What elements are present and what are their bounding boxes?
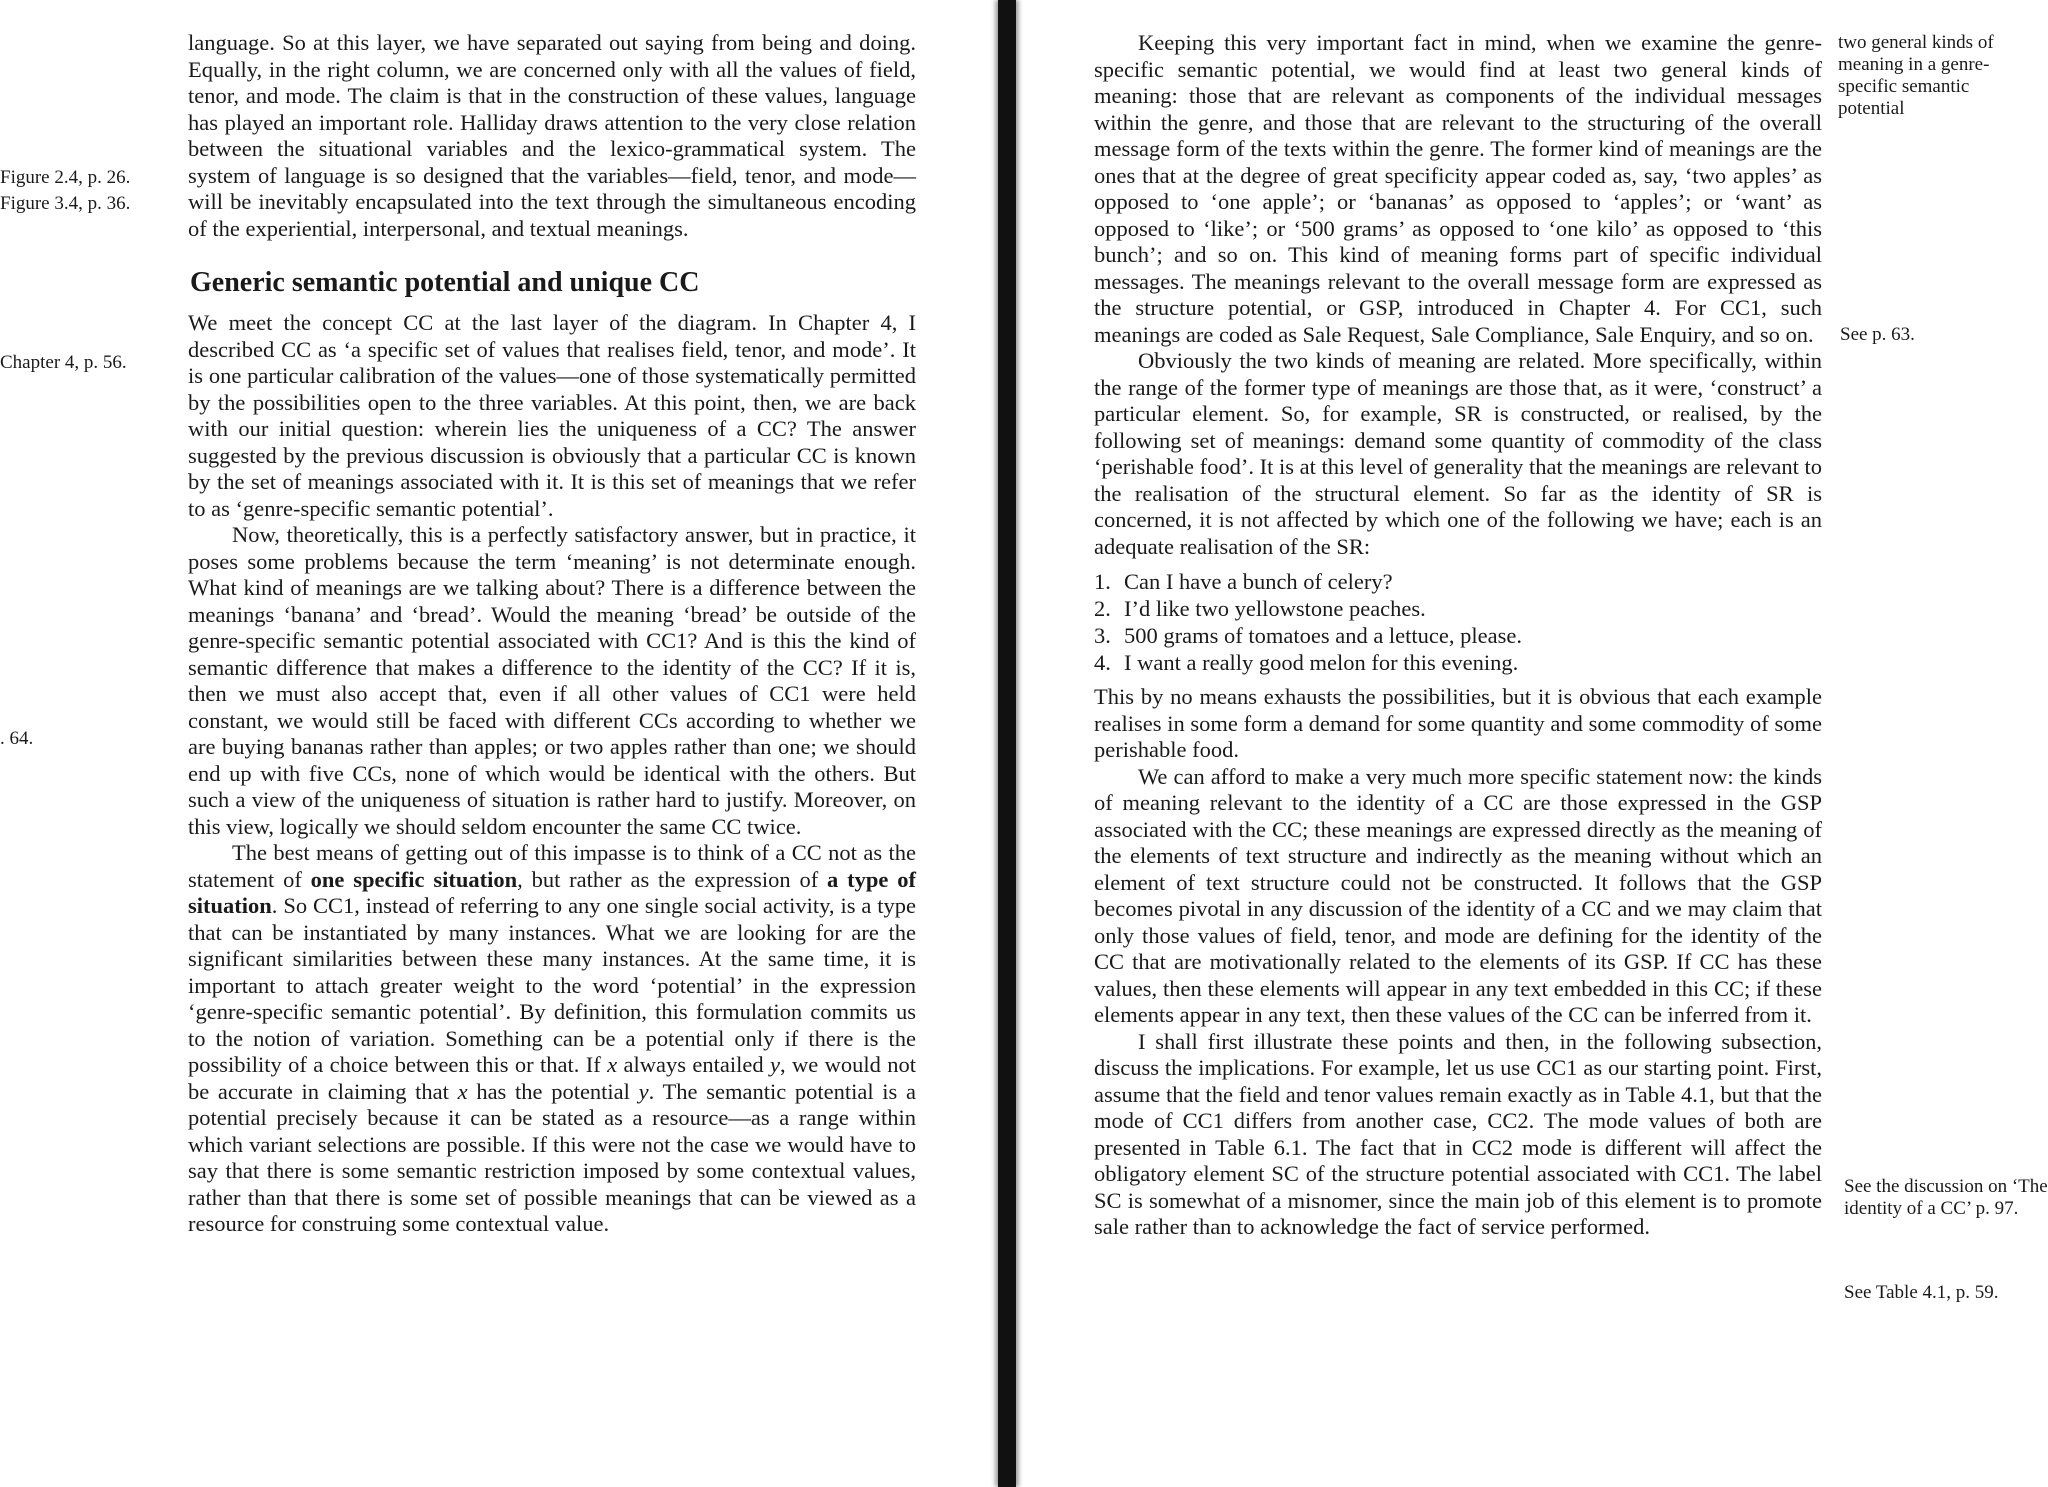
list-number: 2. [1094,596,1111,621]
italic-variable: y [638,1078,649,1104]
list-text: I want a really good melon for this evening. [1124,650,1519,675]
text-run: has the potential [467,1078,639,1104]
left-paragraph-1: language. So at this layer, we have separated out saying from being and doing. Equally, in the right column, we are concerned only with all the values of field, tenor, and mode. The claim is that in the construction of these values, language has played an important role. Halliday draws attention to the very close relation between the situational variables and the lexico-grammatical system. The system of language is so designed that the variables—field, tenor, and mode—will be inevitably encapsulated into the text through the simultaneous encoding of the experiential, interpersonal, and textual meanings. [188,30,916,241]
margin-note-figure-2-4: Figure 2.4, p. 26. [0,167,131,188]
right-paragraph-5: I shall first illustrate these points and then, in the following subsection, discuss the implications. For example, let us use CC1 as our starting point. First, assume that the field and tenor values remain exactly as in Table 4.1, but that the mode of CC1 differs from another case, CC2. The mode values of both are presented in Table 6.1. The fact that in CC2 mode is different will affect the obligatory element SC of the structure potential associated with CC1. The label SC is somewhat of a misnomer, since the main job of this element is to promote sale rather than to acknowledge the fact of service performed. [1094,1028,1822,1239]
left-paragraph-2: We meet the concept CC at the last layer of the diagram. In Chapter 4, I described CC as ‘a specific set of values that realises field, tenor, and mode’. It is one particular calibration of the values—one of those systematically permitted by the possibilities open to the three variables. At this point, then, we are back with our initial question: wherein lies the uniqueness of a CC? The answer suggested by the previous discussion is obviously that a particular CC is known by the set of meanings associated with it. It is this set of meanings that we refer to as ‘genre-specific semantic potential’. [188,310,916,521]
text-run: always entailed [617,1052,770,1077]
list-text: I’d like two yellowstone peaches. [1124,596,1426,621]
italic-variable: x [607,1052,618,1077]
text-run: . So CC1, instead of referring to any one single social activity, is a type that can be instantiated by many instances. What we are looking for are the significant similarities between these many instances. At the same time, it is important to attach greater weight to the word ‘potential’ in the expression ‘genre-specific semantic potential’. By definition, this formulation commits us to the notion of variation. Something can be a potential only if there is the possibility of a choice between this or that. If [188,893,916,1077]
list-item [1094,568,1822,595]
list-item [1094,649,1822,676]
left-paragraph-4 [188,840,916,1238]
margin-note-chapter-4: Chapter 4, p. 56. [0,352,127,373]
italic-variable: x [457,1078,468,1104]
example-list [1094,568,1822,676]
left-paragraph-3: Now, theoretically, this is a perfectly satisfactory answer, but in practice, it poses some problems because the term ‘meaning’ is not determinate enough. What kind of meanings are we talking about? There is a difference between the meanings ‘banana’ and ‘bread’. Would the meaning ‘bread’ be outside of the genre-specific semantic potential associated with CC1? And is this the kind of semantic difference that makes a difference to the identity of the CC? If it is, then we must also accept that, even if all other values of CC1 were held constant, we would still be faced with different CCs according to whether we are buying bananas rather than apples; or two apples rather than one; we should end up with five CCs, none of which would be identical with the others. But such a view of the uniqueness of situation is rather hard to justify. Moreover, on this view, logically we should seldom encounter the same CC twice. [188,522,916,839]
list-number: 1. [1094,569,1111,594]
list-number: 3. [1094,623,1111,648]
right-paragraph-1: Keeping this very important fact in mind, when we examine the genre-specific semantic potential, we would find at least two general kinds of meaning: those that are relevant as components of the individual messages within the genre, and those that are relevant to the structuring of the overall message form of the texts within the genre. The former kind of meanings are the ones that at the degree of great specificity appear coded as, say, ‘two apples’ as opposed to ‘one apple’; or ‘bananas’ as opposed to ‘apples’; or ‘want’ as opposed to ‘like’; or ‘500 grams’ as opposed to ‘one kilo’ as opposed to ‘this bunch’; and so on. This kind of meaning forms part of specific individual messages. The meanings relevant to the overall message form are expressed as the structure potential, or GSP, introduced in Chapter 4. For CC1, such meanings are coded as Sale Request, Sale Compliance, Sale Enquiry, and so on. [1094,30,1822,347]
text-run: The best means of getting out of this impasse is to think of a CC not as the statement of [188,840,916,892]
right-paragraph-3: This by no means exhausts the possibilities, but it is obvious that each example realises in some form a demand for some quantity and some commodity of some perishable food. [1094,684,1822,762]
left-page [0,0,998,1487]
margin-note-see-table: See Table 4.1, p. 59. [1844,1282,1999,1303]
text-run: . The semantic potential is a potential precisely because it can be stated as a resource—as a range within which variant selections are possible. If this were not the case we would have to say that there is some semantic restriction imposed by some contextual values, rather than that there is some set of possible meanings that can be viewed as a resource for construing some contextual value. [188,1078,916,1236]
right-paragraph-4: We can afford to make a very much more specific statement now: the kinds of meaning relevant to the identity of a CC are those expressed in the GSP associated with the CC; these meanings are expressed directly as the meaning of the elements of text structure and indirectly as the meaning without which an element of text structure could not be constructed. It follows that the GSP becomes pivotal in any discussion of the identity of a CC and we may claim that only those values of field, tenor, and mode are defining for the identity of the CC that are motivationally related to the elements of its GSP. If CC has these values, then these elements will appear in any text embedded in this CC; if these elements appear in any text, then these values of the CC can be inferred from it. [1094,763,1822,1027]
book-spine-gutter [998,0,1016,1487]
left-text-column [188,30,916,1238]
italic-variable: y [769,1052,780,1077]
text-run: , but rather as the expression of [517,866,828,892]
margin-note-p64: . 64. [0,728,34,749]
right-page [1016,0,2048,1487]
list-text: 500 grams of tomatoes and a lettuce, please. [1124,623,1522,648]
right-text-column [1094,30,1822,1241]
section-heading: Generic semantic potential and unique CC [190,267,700,298]
text-run: , we would not be accurate in claiming that [188,1052,916,1104]
right-paragraph-2: Obviously the two kinds of meaning are related. More specifically, within the range of the former type of meanings are those that, as it were, ‘construct’ a particular element. So, for example, SR is constructed, or realised, by the following set of meanings: demand some quantity of commodity of the class ‘perishable food’. It is at this level of generality that the meanings are relevant to the realisation of the structural element. So far as the identity of SR is concerned, it is not affected by which one of the following we have; each is an adequate realisation of the SR: [1094,348,1822,559]
margin-note-figure-3-4: Figure 3.4, p. 36. [0,193,131,214]
list-number: 4. [1094,650,1111,675]
margin-note-see-p63: See p. 63. [1840,324,1915,345]
list-item [1094,622,1822,649]
bold-phrase-one-specific-situation: one specific situation [310,866,518,892]
list-item [1094,595,1822,622]
list-text: Can I have a bunch of celery? [1124,569,1393,594]
margin-note-two-general-kinds: two general kinds of meaning in a genre-specific semantic potential [1838,32,1994,119]
margin-note-see-discussion: See the discussion on ‘The identity of a CC’ p. 97. [1844,1176,2048,1219]
bold-phrase-type-of-situation: a type of situation [188,866,916,918]
